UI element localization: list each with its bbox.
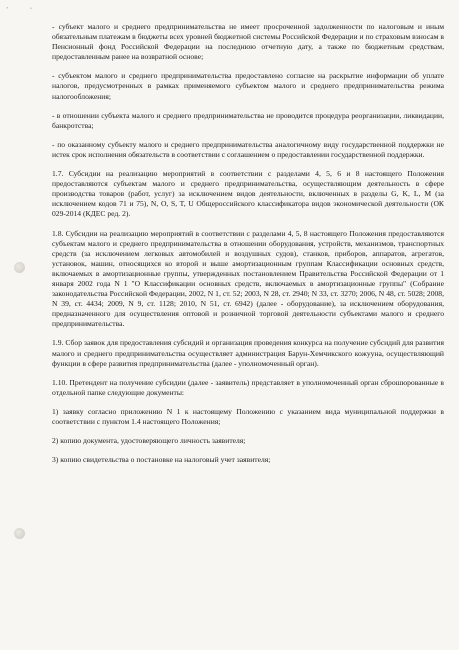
punch-hole [14, 262, 25, 273]
document-body [52, 22, 444, 474]
paragraph-no-debt: - субъект малого и среднего предпринимательства не имеет просроченной задолженности по налоговым и иным обязательным платежам в бюджеты всех уровней бюджетной системы Российской Федерации и по страховым взносам в Пенсионный фонд Российской Федерации на последнюю отчетную дату, а также по бюджетным средствам, предоставленным ранее на возвратной основе; [52, 22, 444, 62]
list-item-1: 1) заявку согласно приложению N 1 к настоящему Положению с указанием вида муниципальной поддержки в соответствии с пунктом 1.4 настоящего Положения; [52, 406, 444, 426]
paragraph-no-reorganization: - в отношении субъекта малого и среднего предпринимательства не проводится процедура реорганизации, ликвидации, банкротства; [52, 110, 444, 130]
paragraph-consent: - субъектом малого и среднего предпринимательства предоставлено согласие на раскрытие информации об уплате налогов, предусмотренных в рамках применяемого субъектом малого и среднего предпринимательства режима налогообложения; [52, 71, 444, 101]
paragraph-1-9: 1.9. Сбор заявок для предоставления субсидий и организация проведения конкурса на получение субсидий для развития малого и среднего предпринимательства осуществляет администрация Барун-Хемчикского кожууна, осуществляющий функции в сфере развития предпринимательства (далее - уполномоченный орган). [52, 338, 444, 368]
punch-hole [14, 528, 25, 539]
list-item-3: 3) копию свидетельства о постановке на налоговый учет заявителя; [52, 455, 271, 465]
paragraph-no-similar-support: - по оказанному субъекту малого и среднего предпринимательства аналогичному виду государственной поддержки не истек срок исполнения обязательств в соответствии с соглашением о предоставлении государственной поддержки. [52, 139, 444, 159]
scan-marks: ʼ ʻ [6, 6, 39, 14]
list-item-2: 2) копию документа, удостоверяющего личность заявителя; [52, 436, 246, 446]
paragraph-1-10: 1.10. Претендент на получение субсидии (далее - заявитель) представляет в уполномоченный орган сброшюрованные в отдельной папке следующие документы: [52, 377, 444, 397]
paragraph-1-7: 1.7. Субсидии на реализацию мероприятий в соответствии с разделами 4, 5, 6 и 8 настоящего Положения предоставляются субъектам малого и среднего предпринимательства, осуществляющим деятельность в сфере производства товаров (работ, услуг) за исключением видов деятельности, включенных в разделы G, K, L, M (за исключением кодов 71 и 75), N, O, S, T, U Общероссийского классификатора видов экономической деятельности (ОК 029-2014 (КДЕС ред. 2). [52, 169, 444, 219]
paragraph-1-8: 1.8. Субсидии на реализацию мероприятий в соответствии с разделами 4, 5, 8 настоящего Положения предоставляются субъектам малого и среднего предпринимательства в отношении оборудования, устройств, механизмов, транспортных средств (за исключением легковых автомобилей и воздушных судов), станков, приборов, аппаратов, агрегатов, установок, машин, относящихся ко второй и выше амортизационным группам Классификации основных средств, включаемых в амортизационные группы, утвержденных постановлением Правительства Российской Федерации от 1 января 2002 года N 1 "О Классификации основных средств, включаемых в амортизационные группы" (Собрание законодательства Российской Федерации, 2002, N 1, ст. 52; 2003, N 28, ст. 2940; N 33, ст. 3270; 2006, N 48, ст. 5028; 2008, N 39, ст. 4434; 2009, N 9, ст. 1128; 2010, N 51, ст. 6942) (далее - оборудование), за исключением оборудования, предназначенного для осуществления оптовой и розничной торговой деятельности субъектами малого и среднего предпринимательства. [52, 228, 444, 329]
